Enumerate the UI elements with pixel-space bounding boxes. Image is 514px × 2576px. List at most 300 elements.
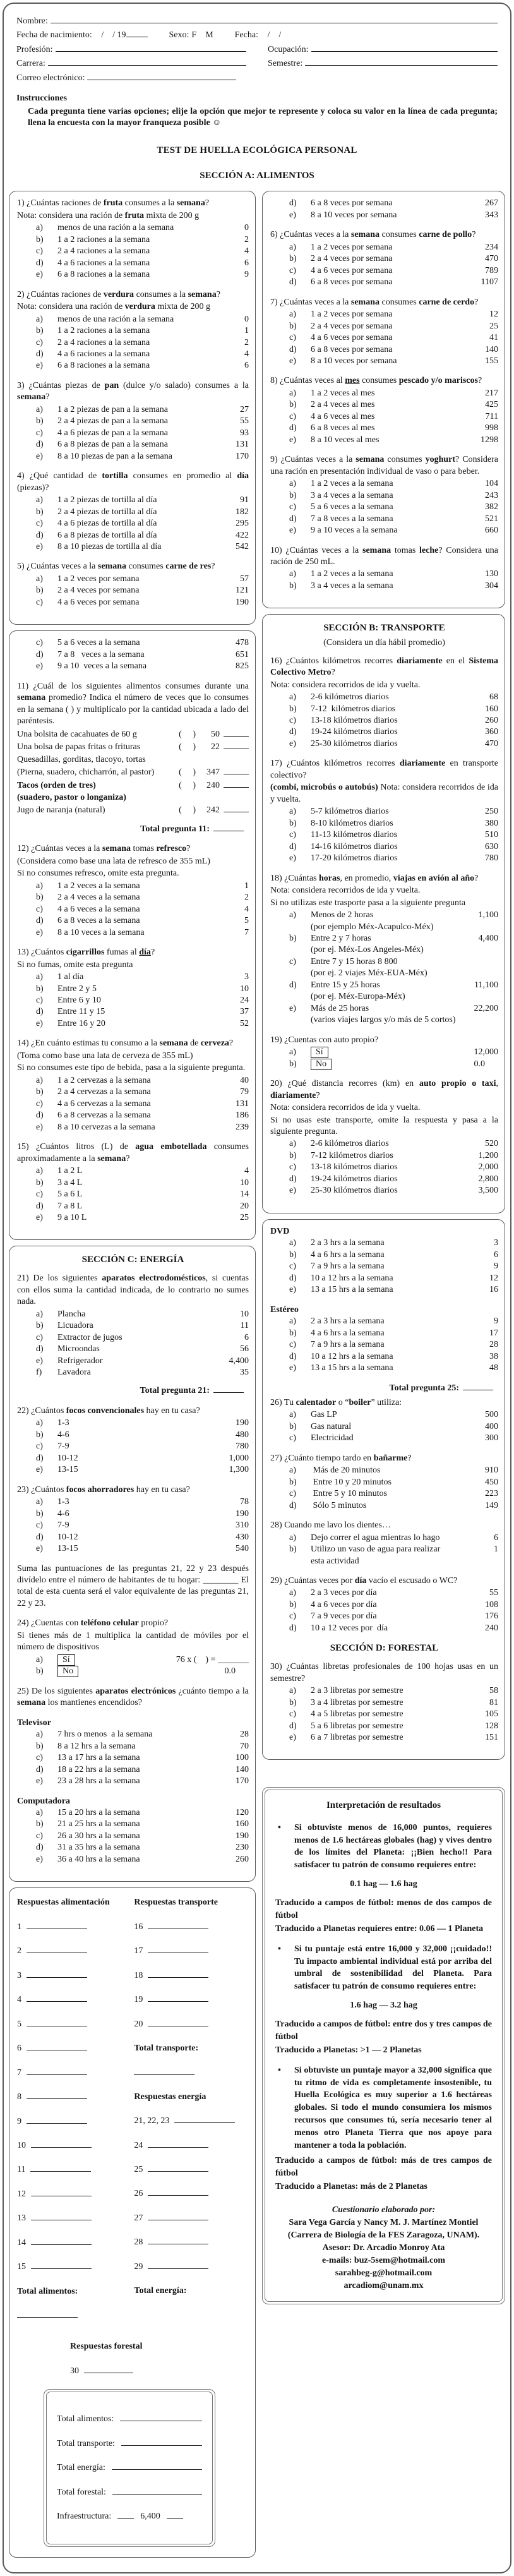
option-row: [270, 1363, 498, 1374]
option-letter: a): [289, 569, 296, 579]
option-row: [17, 1441, 249, 1452]
answer-line[interactable]: [84, 2365, 133, 2373]
option-row: [270, 1059, 498, 1070]
yes-checkbox[interactable]: Sí: [57, 1654, 75, 1666]
option-value: 3: [244, 972, 249, 982]
header-field: [16, 44, 246, 56]
option-text: 8 a 10 veces por semana: [311, 210, 397, 220]
answer-line[interactable]: [27, 1970, 87, 1978]
field-label: Correo electrónico:: [16, 73, 85, 83]
option-value: 2: [244, 337, 249, 347]
summary-blank[interactable]: [167, 2510, 183, 2519]
option-value: 1: [494, 1544, 498, 1555]
yes-checkbox[interactable]: Sí: [311, 1047, 328, 1058]
option-letter: b): [289, 1059, 297, 1069]
field-blank[interactable]: [48, 57, 246, 66]
option-row: [17, 325, 249, 337]
answer-row: [17, 2018, 119, 2030]
option-letter: c): [36, 246, 43, 256]
answer-number: 24: [134, 2140, 143, 2150]
question-14: [17, 1038, 249, 1133]
option-letter: e): [36, 1776, 43, 1786]
option-row: [17, 1729, 249, 1740]
option-subtext: (por ej. Méx-Europa-Méx): [311, 992, 405, 1002]
interpretation-translation: Traducido a Planetas: más de 2 Planetas: [275, 2181, 427, 2191]
field-blank[interactable]: [56, 44, 246, 52]
option-text: 9 a 10 veces a la semana: [57, 661, 147, 671]
option-row: [17, 439, 249, 450]
option-row: [17, 1201, 249, 1212]
question-25-televisor: [17, 1729, 249, 1787]
answer-line[interactable]: [31, 2212, 92, 2220]
bullet-icon: •: [278, 1822, 281, 1833]
question-text: 22) ¿Cuántos focos convencionales hay en tu casa?: [17, 1405, 200, 1416]
option-row: [270, 411, 498, 423]
option-text: 15 a 20 hrs a la semana: [57, 1807, 140, 1817]
option-letter: e): [36, 542, 43, 551]
option-text: 25-30 kilómetros diarios: [311, 738, 398, 749]
question-text: 9) ¿Cuántas veces a la semana consumes yoghurt? Considera una ración en presentación individual de vaso o para beber.: [270, 455, 498, 476]
option-value: 6: [244, 1332, 249, 1342]
total-blank[interactable]: [213, 1385, 244, 1393]
option-text: 19-24 kilómetros diarios: [311, 727, 398, 737]
option-text: 5 a 6 libretas por semestre: [311, 1721, 403, 1731]
option-value: 0.0: [224, 1666, 249, 1676]
option-value: 6: [244, 258, 249, 268]
option-text: 7 a 8 veces a la semana: [57, 649, 145, 659]
option-letter: b): [36, 1429, 44, 1440]
option-letter: c): [289, 716, 296, 726]
answer-line[interactable]: [27, 2067, 87, 2075]
answer-line[interactable]: [148, 2140, 208, 2148]
frame-left-4: [9, 1887, 256, 2557]
option-text: Refrigerador: [57, 1356, 103, 1366]
device-subheading: Computadora: [17, 1796, 71, 1806]
question-text: 13) ¿Cuántos cigarrillos fumas al día?: [17, 948, 155, 958]
answer-line[interactable]: [148, 2188, 208, 2196]
option-text: 2 a 4 piezas de pan a la semana: [57, 416, 168, 426]
option-value: 100: [236, 1753, 249, 1763]
field-blank[interactable]: [87, 72, 236, 80]
total-blank[interactable]: [213, 823, 244, 831]
option-row: [270, 1599, 498, 1611]
interpretation-translation: Traducido a campos de fútbol: más de tres campos de fútbol: [275, 2155, 492, 2178]
question-16: [270, 656, 498, 750]
summary-blank[interactable]: [112, 2462, 202, 2470]
answer-line[interactable]: [17, 2309, 78, 2318]
answer-line[interactable]: [27, 2042, 87, 2050]
device-subheading: Televisor: [17, 1718, 51, 1728]
header-field: [16, 72, 236, 84]
question-text: 2) ¿Cuántas raciones de verdura consumes a la semana?: [17, 289, 220, 299]
option-text: 1 al día: [57, 972, 84, 982]
option-text: 19-24 kilómetros diarios: [311, 1174, 398, 1184]
question-25-estereo: [270, 1316, 498, 1374]
option-row: [270, 388, 498, 399]
option-value: 267: [485, 198, 498, 208]
option-value: 58: [489, 1686, 498, 1696]
option-value: 6: [494, 1249, 498, 1260]
question-10-cont: [17, 637, 249, 672]
option-text: 1 a 2 veces a la semana: [311, 479, 393, 489]
option-value: 27: [240, 404, 249, 414]
option-value: 55: [240, 416, 249, 426]
item-blank[interactable]: [224, 766, 249, 774]
item-value: 22: [211, 742, 220, 752]
option-value: 81: [489, 1697, 498, 1707]
option-letter: b): [36, 586, 44, 596]
food-item-row: [17, 754, 249, 766]
option-row: [17, 1464, 249, 1476]
option-row: [17, 246, 249, 257]
option-row: [270, 704, 498, 715]
option-text: Sólo 5 minutos: [311, 1500, 367, 1510]
option-value: 52: [240, 1018, 249, 1028]
answer-line[interactable]: [148, 2212, 208, 2220]
option-letter: d): [289, 277, 297, 287]
option-text: 8 a 10 veces a la semana: [57, 927, 145, 937]
answer-line[interactable]: [148, 1994, 208, 2002]
option-letter: b): [36, 1177, 44, 1188]
option-letter: d): [36, 1344, 44, 1354]
option-value: 382: [485, 502, 498, 512]
option-row: [270, 818, 498, 829]
option-letter: c): [289, 956, 296, 966]
option-letter: a): [289, 479, 296, 489]
answer-line[interactable]: [30, 2164, 91, 2172]
option-letter: a): [36, 1497, 43, 1507]
item-blank[interactable]: [224, 804, 249, 812]
option-row: [17, 222, 249, 234]
question-text: 30) ¿Cuántas libretas profesionales de 100 hojas usas en un semestre?: [270, 1662, 498, 1683]
option-row: [17, 1075, 249, 1086]
option-text: 4-6: [57, 1508, 69, 1519]
option-letter: e): [289, 1186, 296, 1196]
option-letter: b): [36, 1087, 44, 1097]
option-value: 57: [240, 574, 249, 584]
option-row: [270, 1433, 498, 1444]
item-text: Quesadillas, gorditas, tlacoyo, tortas: [17, 754, 146, 764]
option-value: 155: [485, 356, 498, 366]
option-row: [270, 321, 498, 332]
summary-blank[interactable]: [120, 2413, 202, 2421]
option-value: 25: [240, 1212, 249, 1222]
option-letter: a): [36, 1075, 43, 1085]
option-value: 542: [236, 542, 249, 551]
option-letter: b): [289, 400, 297, 410]
option-text: 25-30 kilómetros diarios: [311, 1186, 398, 1196]
option-letter: d): [289, 1174, 297, 1184]
option-letter: b): [289, 581, 297, 591]
summary-blank[interactable]: [117, 2510, 134, 2519]
option-row: [17, 507, 249, 518]
option-text: 2 a 4 veces por semana: [311, 321, 393, 331]
answer-number: 26: [134, 2189, 143, 2199]
option-value: 630: [485, 841, 498, 852]
field-label: Nombre:: [16, 16, 48, 26]
summary-blank[interactable]: [121, 2438, 202, 2446]
option-value: 186: [236, 1110, 249, 1121]
field-label: Fecha de nacimiento:: [16, 30, 92, 40]
option-value: 38: [489, 1351, 498, 1361]
answer-number: 5: [17, 2019, 21, 2029]
answer-line[interactable]: [174, 2115, 235, 2123]
option-text: 3 a 4 veces a la semana: [311, 581, 393, 591]
option-row: [270, 1409, 498, 1421]
answer-line[interactable]: [27, 1921, 87, 1929]
option-text: 26 a 30 hrs a la semana: [57, 1831, 140, 1841]
option-row: [270, 980, 498, 991]
option-row: [270, 210, 498, 221]
section-a-title: SECCIÓN A: ALIMENTOS: [200, 170, 314, 181]
option-row: [17, 428, 249, 439]
option-row: [17, 1320, 249, 1332]
credits-line: (Carrera de Biología de la FES Zaragoza, UNAM).: [287, 2230, 480, 2241]
questionnaire-page: [3, 3, 511, 2573]
answer-line[interactable]: [134, 2067, 194, 2075]
option-row: [270, 1544, 498, 1555]
option-row: [270, 502, 498, 513]
answer-line[interactable]: [31, 2188, 92, 2196]
option-text: 8 a 10 piezas de tortilla al día: [57, 542, 162, 551]
header-field: [235, 30, 282, 41]
option-row: [270, 1316, 498, 1327]
option-text: 6 a 7 libretas por semestre: [311, 1732, 403, 1742]
option-text: 2 a 4 veces a la semana: [57, 893, 140, 903]
option-text: 7-12 kilómetros diarios: [311, 1150, 393, 1160]
count-parens[interactable]: ( ): [179, 742, 196, 752]
answer-line[interactable]: [27, 2116, 87, 2124]
option-letter: d): [289, 514, 297, 524]
answer-line[interactable]: [27, 2091, 87, 2099]
option-text: 4 a 6 veces por semana: [57, 597, 140, 607]
field-blank[interactable]: [51, 15, 498, 23]
option-letter: c): [36, 337, 43, 347]
question-text: 5) ¿Cuántas veces a la semana consumes carne de res?: [17, 562, 215, 572]
option-row: [270, 435, 498, 446]
option-text: 6 a 8 piezas de pan a la semana: [57, 440, 168, 450]
question-17: [270, 758, 498, 864]
question-text: 1) ¿Cuántas raciones de fruta consumes a la semana?: [17, 198, 210, 208]
option-letter: d): [36, 1453, 44, 1463]
option-value: 176: [485, 1611, 498, 1622]
question-text: 10) ¿Cuántas veces a la semana tomas leche? Considera una ración de 250 mL.: [270, 545, 498, 567]
option-row: [17, 984, 249, 995]
question-13: [17, 947, 249, 1030]
option-row: [17, 1165, 249, 1177]
question-text: 29) ¿Cuántas veces por día vacío el escusado o WC?: [270, 1576, 458, 1586]
option-value: 37: [240, 1007, 249, 1017]
option-row: [270, 1500, 498, 1512]
option-value: 480: [236, 1429, 249, 1440]
option-row: [270, 423, 498, 434]
question-9: [270, 454, 498, 536]
option-row: [270, 692, 498, 703]
option-value: 70: [240, 1741, 249, 1751]
answer-line[interactable]: [31, 2140, 92, 2148]
header-row: [16, 29, 498, 41]
bullet-icon: •: [278, 2065, 281, 2075]
option-letter: b): [289, 1599, 297, 1610]
option-letter: a): [289, 242, 296, 252]
field-value: / / 19: [94, 30, 126, 40]
option-row: [270, 198, 498, 209]
answer-line[interactable]: [148, 2236, 208, 2244]
option-letter: d): [289, 198, 297, 208]
count-parens[interactable]: ( ): [179, 767, 196, 778]
no-checkbox[interactable]: No: [311, 1059, 332, 1070]
option-value: 9: [244, 270, 249, 280]
answer-line[interactable]: [148, 1921, 208, 1929]
answer-line[interactable]: [148, 2164, 208, 2172]
option-letter: e): [36, 927, 43, 937]
option-value: 217: [485, 388, 498, 398]
note-paragraph: Suma las puntuaciones de las preguntas 21, 22 y 23 después divídelo entre el número de habitantes de tu hogar: ________ El total de esta cuenta será el valor equivalente de las preguntas 21, 22 y 23.: [17, 1563, 249, 1608]
question-text: (combi, microbús o autobús) Nota: considera recorridos de ida y vuelta.: [270, 783, 498, 804]
option-text: 8 a 10 veces por semana: [311, 356, 397, 366]
option-row: [270, 1273, 498, 1284]
question-12: [17, 843, 249, 939]
option-text: 6 a 8 cervezas a la semana: [57, 1110, 151, 1121]
option-value: 7: [244, 927, 249, 937]
option-letter: b): [289, 321, 297, 331]
answer-line[interactable]: [148, 2261, 208, 2269]
field-blank[interactable]: [126, 29, 148, 37]
left-column: [9, 191, 256, 2563]
summary-blank[interactable]: [112, 2486, 202, 2495]
question-text: 19) ¿Cuentas con auto propio?: [270, 1035, 379, 1045]
option-value: 10: [240, 984, 249, 994]
option-letter: d): [36, 1110, 44, 1121]
answer-line[interactable]: [27, 1945, 87, 1953]
count-parens[interactable]: ( ): [179, 729, 196, 739]
option-text: Microondas: [57, 1344, 100, 1354]
option-row: [270, 1465, 498, 1476]
option-value: 422: [236, 530, 249, 540]
item-blank[interactable]: [224, 728, 249, 737]
option-row: [17, 995, 249, 1006]
field-label: Fecha:: [234, 30, 258, 40]
option-text: Dejo correr el agua mientras lo hago: [311, 1532, 440, 1543]
field-blank[interactable]: [311, 44, 498, 52]
option-text: 7 a 8 veces a la semana: [311, 514, 393, 524]
option-row: [270, 1477, 498, 1488]
option-letter: c): [36, 428, 43, 438]
answer-line[interactable]: [31, 2237, 92, 2245]
option-value: 190: [236, 1508, 249, 1519]
answer-line[interactable]: [27, 1994, 87, 2002]
interpretation-bullet: [275, 1943, 492, 1994]
option-letter: a): [289, 1316, 296, 1327]
interpretation-text: Si obtuviste un puntaje mayor a 32,000 significa que tu ritmo de vida es completamente insostenible, tu Huella Ecológica es muy superior a 1.6 hectáreas globales. Si todo el mundo consumiera los mismos recursos que consumes tú, sería necesario tener al menos otro Planeta Tierra que nos apoye para mantener a toda la población.: [294, 2065, 492, 2150]
option-letter: d): [36, 349, 44, 359]
answer-number: 14: [17, 2237, 26, 2248]
question-total: [17, 823, 244, 835]
option-letter: e): [36, 1854, 43, 1864]
option-letter: a): [36, 314, 43, 324]
option-letter: c): [289, 1709, 296, 1719]
answers-transport-energy-column: [124, 1896, 249, 2330]
answer-line[interactable]: [148, 1945, 208, 1953]
item-blank[interactable]: [224, 779, 249, 788]
answer-row: [134, 2018, 249, 2030]
option-letter: c): [36, 638, 43, 648]
option-letter: b): [36, 1666, 44, 1676]
interpretation-text: Si tu puntaje está entre 16,000 y 32,000 ¡¡cuidado!! Tu impacto ambiental individual está por arriba del umbral de sostenibilidad del Planeta. Para satisfacer tu patrón de consumo requieres entre:: [294, 1944, 492, 1992]
item-text: Una bolsa de papas fritas o frituras: [17, 742, 141, 752]
option-row: [17, 1819, 249, 1830]
option-text: 4 a 5 libretas por semestre: [311, 1709, 403, 1719]
answer-number: 6: [17, 2043, 21, 2054]
answer-line[interactable]: [148, 2018, 208, 2026]
option-row: [17, 1309, 249, 1320]
option-letter: b): [36, 507, 44, 517]
count-parens[interactable]: ( ): [179, 780, 196, 790]
option-text: 5-7 kilómetros diarios: [311, 807, 389, 817]
option-row: [17, 495, 249, 506]
option-text: 7 a 9 veces por día: [311, 1611, 377, 1622]
option-text: 9 a 10 veces a la semana: [311, 526, 398, 536]
option-row: [17, 1776, 249, 1787]
option-letter: a): [36, 404, 43, 414]
no-checkbox[interactable]: No: [57, 1666, 78, 1677]
option-text: 4 a 6 piezas de tortilla al día: [57, 519, 157, 529]
item-blank[interactable]: [224, 741, 249, 749]
answer-line[interactable]: [148, 1970, 208, 1978]
answer-line[interactable]: [31, 2261, 92, 2269]
option-value: 131: [236, 1098, 249, 1109]
option-value: 149: [485, 1500, 498, 1510]
header-field: [16, 57, 246, 69]
option-text: Gas natural: [311, 1421, 352, 1431]
header-field: [268, 44, 498, 56]
option-value: 130: [485, 569, 498, 579]
answer-row: [70, 2365, 249, 2377]
answer-row: [17, 2212, 119, 2224]
option-value: 12: [489, 1273, 498, 1283]
option-text: 7 a 9 hrs a la semana: [311, 1261, 385, 1272]
answer-line[interactable]: [27, 2018, 87, 2026]
option-row: [270, 1150, 498, 1162]
option-letter: a): [36, 1309, 43, 1319]
frame-right-2: [262, 614, 505, 1213]
option-value: 243: [485, 490, 498, 500]
option-value: 240: [485, 1623, 498, 1633]
question-20: [270, 1078, 498, 1197]
option-letter: d): [36, 1201, 44, 1211]
option-value: 4: [244, 1166, 249, 1176]
question-text: 27) ¿Cuánto tiempo tardo en bañarme?: [270, 1453, 412, 1463]
answer-number: 19: [134, 1995, 143, 2005]
field-blank[interactable]: [305, 57, 498, 66]
option-text: 21 a 25 hrs a la semana: [57, 1819, 140, 1829]
question-text: Nota: considera una ración de verdura mixta de 200 g: [17, 302, 210, 312]
option-letter: a): [289, 310, 296, 320]
count-parens[interactable]: ( ): [179, 805, 196, 816]
question-text: 28) Cuando me lavo los dientes…: [270, 1520, 391, 1531]
option-value: 260: [236, 1854, 249, 1864]
option-letter: d): [289, 980, 297, 990]
option-text: 1 a 2 veces a la semana: [57, 881, 140, 891]
option-row: [17, 574, 249, 585]
total-blank[interactable]: [463, 1382, 493, 1390]
option-letter: c): [289, 502, 296, 512]
question-text: 25) De los siguientes aparatos electrónicos ¿cuánto tiempo a la semana los mantienes encendidos?: [17, 1686, 249, 1708]
question-8: [270, 375, 498, 446]
option-letter: c): [289, 333, 296, 343]
option-text: 6 a 8 piezas de tortilla al día: [57, 530, 157, 540]
answer-row: [17, 2164, 119, 2176]
